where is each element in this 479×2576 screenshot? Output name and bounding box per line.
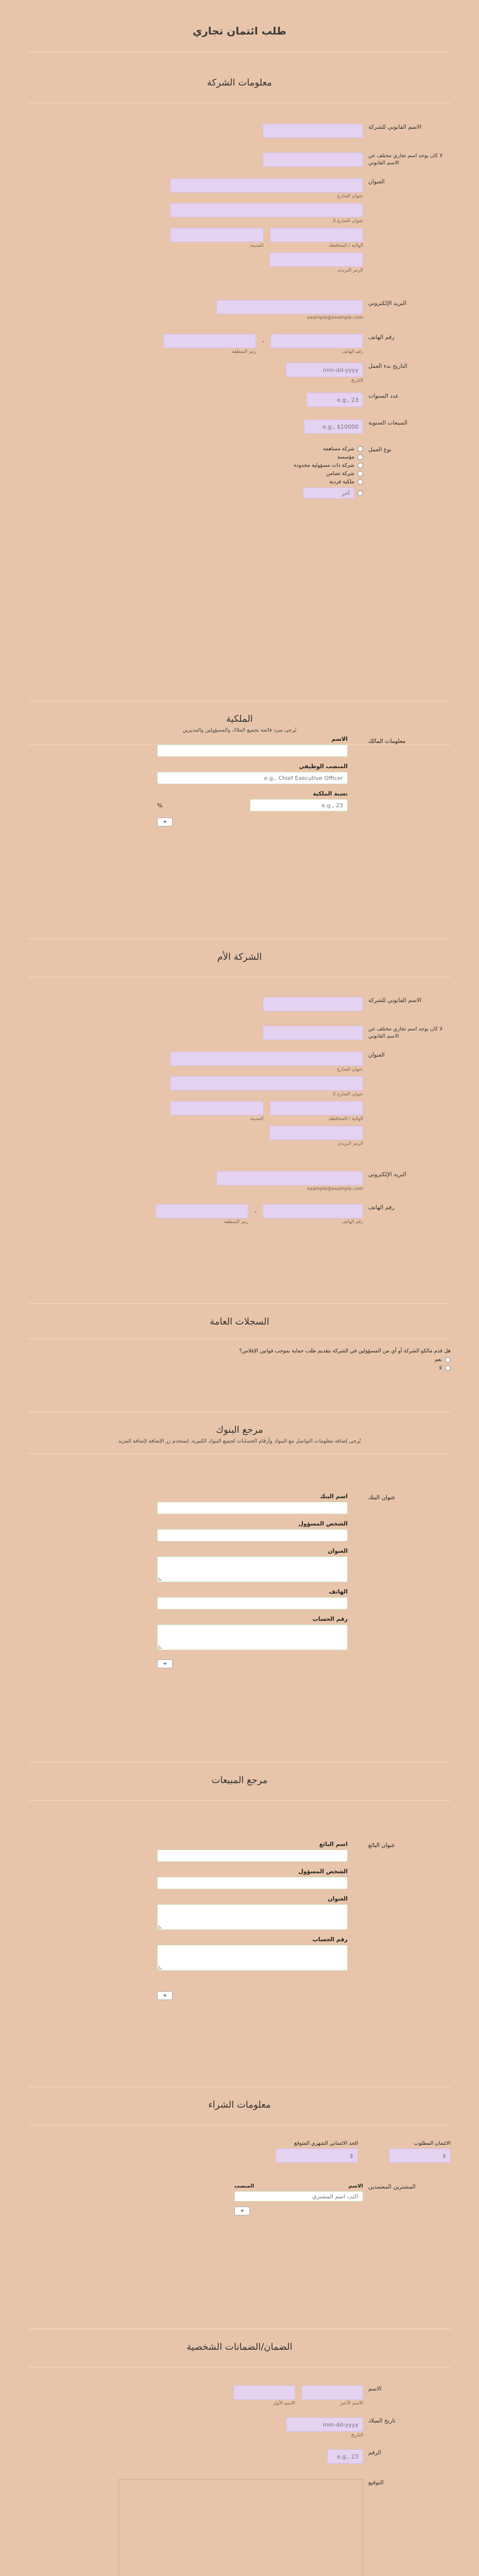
type-option[interactable]: مؤسسة [28,454,363,460]
street-input[interactable] [170,178,363,193]
buyer-name-input[interactable] [234,2191,363,2201]
radio-icon [357,471,363,477]
percent-sign: % [157,802,163,809]
bankruptcy-no[interactable]: لا [28,1365,451,1371]
bank-phone-input[interactable] [157,1597,348,1609]
sales-input[interactable] [304,419,363,434]
guarantee-title: الضمان/الضمانات الشخصية [186,2342,293,2352]
add-owner-button[interactable]: + [157,818,173,826]
parent-phone-label: رقم الهاتف [368,1204,395,1211]
parent-dba-input[interactable] [263,1026,363,1040]
years-input[interactable] [306,393,363,407]
type-option-other[interactable] [28,487,363,499]
legal-name-label: الاسم القانوني للشركة [368,124,422,130]
legal-name-input[interactable] [263,124,363,138]
email-label: البريد الإلكتروني [368,300,406,307]
buyer-col-title: المنصب [234,2183,254,2189]
zip-sublabel: الرمز البريدي [337,1141,363,1146]
divider [28,1800,451,1801]
parent-dba-label: لا كان يوجد اسم تجاري مختلف عن الاسم القانوني [368,1026,443,1039]
parent-phone-number-input[interactable] [263,1204,363,1218]
parent-section [28,939,451,977]
buyer-col-name: الاسم [348,2183,363,2189]
parent-email-label: البريد الإلكتروني [368,1171,406,1178]
owner-title-label: المنصب الوظيفي [299,763,348,770]
address-label: العنوان [368,178,385,185]
bank-address-label: العنوان [328,1548,348,1554]
parent-area-code-input[interactable] [156,1204,248,1218]
street2-input[interactable] [170,203,363,217]
bank-contact-input[interactable] [157,1529,348,1541]
vendor-account-label: رقم الحساب [312,1936,348,1943]
vendor-label: عنوان البائع [368,1842,396,1849]
parent-legal-name-label: الاسم القانوني للشركة [368,997,422,1004]
bank-phone-label: الهاتف [329,1588,348,1595]
email-sublabel: example@example.com [307,315,363,320]
divider [28,1303,451,1304]
business-type-label: نوع العمل [368,446,392,453]
add-vendor-button[interactable]: + [157,1991,173,2000]
phone-number-input[interactable] [270,334,363,348]
area-code-input[interactable] [163,334,256,348]
sales-label: المبيعات السنوية [368,419,408,426]
start-date-input[interactable] [286,363,363,377]
type-option[interactable]: ملكية فردية [28,479,363,485]
state-sublabel: الولاية / المحافظة [329,1116,363,1122]
parent-title: الشركة الأم [217,952,262,962]
zip-sublabel: الرمز البريدي [337,268,363,273]
owner-percent-input[interactable] [250,799,348,811]
years-label: عدد السنوات [368,393,399,399]
vendor-name-label: اسم البائع [319,1841,348,1848]
monthly-credit-input[interactable] [276,2148,358,2163]
ownership-subtitle: يُرجى سرد قائمة بجميع الملاك والمسؤولين والمديرين [182,727,297,733]
bank-subtitle: يُرجى إضافة معلومات التواصل مع البنوك وأرقام الحسابات لجميع البنوك الكبيرة. استخدم زر الإضافة لإضافة المزيد [118,1438,361,1444]
parent-city-input[interactable] [170,1101,264,1115]
date-sublabel: التاريخ [351,2433,363,2438]
guarantor-last-input[interactable] [301,2385,363,2400]
email-input[interactable] [216,300,363,314]
dba-input[interactable] [263,152,363,167]
guarantor-ssn-label: الرقم [368,2449,382,2456]
add-buyer-button[interactable]: + [234,2207,250,2215]
vendor-account-input[interactable] [157,1945,348,1971]
type-option[interactable]: شركة مساهمة [28,446,363,452]
monthly-credit-label: الحد الائتماني الشهري المتوقع [294,2141,358,2146]
form-title: طلب ائتمان تجاري [193,25,286,37]
dba-label: لا كان يوجد اسم تجاري مختلف عن الاسم القانوني [368,153,443,166]
area-code-sublabel: رمز المنطقة [232,349,256,354]
authorized-buyers-label: المشترين المعتمدين [368,2183,416,2190]
vendor-name-input[interactable] [157,1850,348,1862]
owner-repeater [157,736,348,826]
bank-contact-label: الشخص المسؤول [298,1520,348,1527]
guarantor-signature-label: التوقيع [368,2479,384,2486]
type-option[interactable]: شركة تضامن [28,471,363,477]
company-section [28,77,451,103]
owner-name-input[interactable] [157,744,348,757]
guarantor-1 [28,2385,451,2576]
guarantee-section [28,2329,451,2367]
bankruptcy-question: هل قدم مالكو الشركة أو أي من المسؤولين في الشركة بتقديم طلب حماية بموجب قوانين الإفلاس؟ [239,1348,451,1354]
parent-legal-name-input[interactable] [263,997,363,1011]
divider [28,1453,451,1454]
owner-percent-label: نسبة الملكية [313,790,348,797]
bank-address-input[interactable] [157,1556,348,1582]
email-sublabel: example@example.com [307,1187,363,1192]
street-sublabel: عنوان الشارع [337,1067,363,1072]
bankruptcy-yes[interactable]: نعم [28,1357,451,1363]
last-name-sublabel: الاسم الأخير [340,2401,363,2406]
signature-pad[interactable] [118,2479,363,2576]
parent-street-input[interactable] [170,1052,363,1066]
type-option[interactable]: شركة ذات مسؤولية محدودة [28,463,363,468]
bank-label: عنوان البنك [368,1494,396,1501]
radio-icon [357,454,363,460]
sales-repeater [157,1841,348,2000]
credit-requested-input[interactable] [389,2148,451,2163]
public-records-title: السجلات العامة [210,1316,269,1327]
add-bank-button[interactable]: + [157,1659,173,1668]
owner-name-label: الاسم [331,736,348,742]
guarantor-first-input[interactable] [233,2385,295,2400]
other-type-input[interactable] [303,487,354,499]
vendor-address-input[interactable] [157,1904,348,1930]
sales-title: مرجع المبيعات [211,1775,268,1786]
city-sublabel: المدينة [250,243,264,248]
zip-input[interactable] [269,252,363,267]
guarantor-ssn-input[interactable] [327,2449,363,2464]
area-code-sublabel: رمز المنطقة [224,1219,249,1225]
state-input[interactable] [270,228,364,242]
phone-number-sublabel: رقم الهاتف [341,349,363,354]
bank-name-label: اسم البنك [319,1493,348,1500]
parent-fields: الاسم القانوني للشركة لا كان يوجد اسم تجاري مختلف عن الاسم القانوني العنوان عنوان الشارع عنوان الشارع 2 الولاية / المحافظة المدينة الرمز البريدي البريد الإلكتروني example@example.com رقم الهاتف رقم الهاتف - رمز المنطقة [28,997,451,1226]
credit-requested-label: الائتمان المطلوب [414,2141,451,2146]
bank-account-label: رقم الحساب [312,1616,348,1622]
start-date-sublabel: التاريخ [351,378,363,383]
bank-title: مرجع البنوك [216,1425,263,1435]
parent-state-input[interactable] [270,1101,364,1115]
vendor-contact-input[interactable] [157,1877,348,1889]
first-name-sublabel: الاسم الأول [273,2401,295,2406]
city-input[interactable] [170,228,264,242]
guarantor-name-label: الاسم [368,2385,382,2392]
public-records-section [28,1303,451,1374]
guarantor-date-input[interactable] [286,2417,363,2432]
purchase-section [28,2087,451,2215]
parent-email-input[interactable] [216,1171,363,1185]
bank-account-input[interactable] [157,1624,348,1650]
phone-number-sublabel: رقم الهاتف [341,1219,363,1225]
sales-section [28,1762,451,1801]
company-section-title: معلومات الشركة [207,77,272,88]
start-date-label: التاريخ بدء العمل [368,363,407,369]
city-sublabel: المدينة [250,1116,264,1122]
divider [28,1338,451,1339]
vendor-address-label: العنوان [328,1895,348,1902]
street2-sublabel: عنوان الشارع 2 [332,218,363,224]
street-sublabel: عنوان الشارع [337,194,363,199]
radio-icon [357,490,363,496]
radio-icon [445,1357,451,1363]
bank-section [28,1412,451,1454]
company-fields: الاسم القانوني للشركة لا كان يوجد اسم تجاري مختلف عن الاسم القانوني العنوان عنوان الشارع عنوان الشارع 2 الولاية / المحافظة المدينة الرمز البريدي البريد الإلكتروني example@example.com رقم الهاتف رقم الهاتف - رمز المنطقة التاريخ بدء العمل mm-dd-yyyy التاريخ عدد السنوات e.g., 23 المبيعات السنوية e.g., $10000 نوع العمل شركة مساهمة مؤسسة شركة ذات مسؤولية محدودة شركة تضامن ملكية فردية آخر [28,124,451,501]
parent-street2-input[interactable] [170,1076,363,1091]
phone-label: رقم الهاتف [368,334,395,341]
parent-address-label: العنوان [368,1052,385,1058]
bank-name-input[interactable] [157,1502,348,1514]
radio-icon [357,463,363,468]
guarantor-date-label: تاريخ الميلاد [368,2417,396,2424]
radio-icon [357,446,363,452]
bank-repeater [157,1493,348,1668]
purchase-title: معلومات الشراء [208,2099,271,2110]
owner-title-input[interactable] [157,772,348,784]
state-sublabel: الولاية / المحافظة [329,243,363,248]
ownership-title: الملكية [226,714,253,724]
street2-sublabel: عنوان الشارع 2 [332,1092,363,1097]
radio-icon [357,479,363,485]
parent-zip-input[interactable] [269,1126,363,1140]
radio-icon [445,1365,451,1371]
vendor-contact-label: الشخص المسؤول [298,1868,348,1875]
owner-info-label: معلومات المالك [368,738,406,744]
